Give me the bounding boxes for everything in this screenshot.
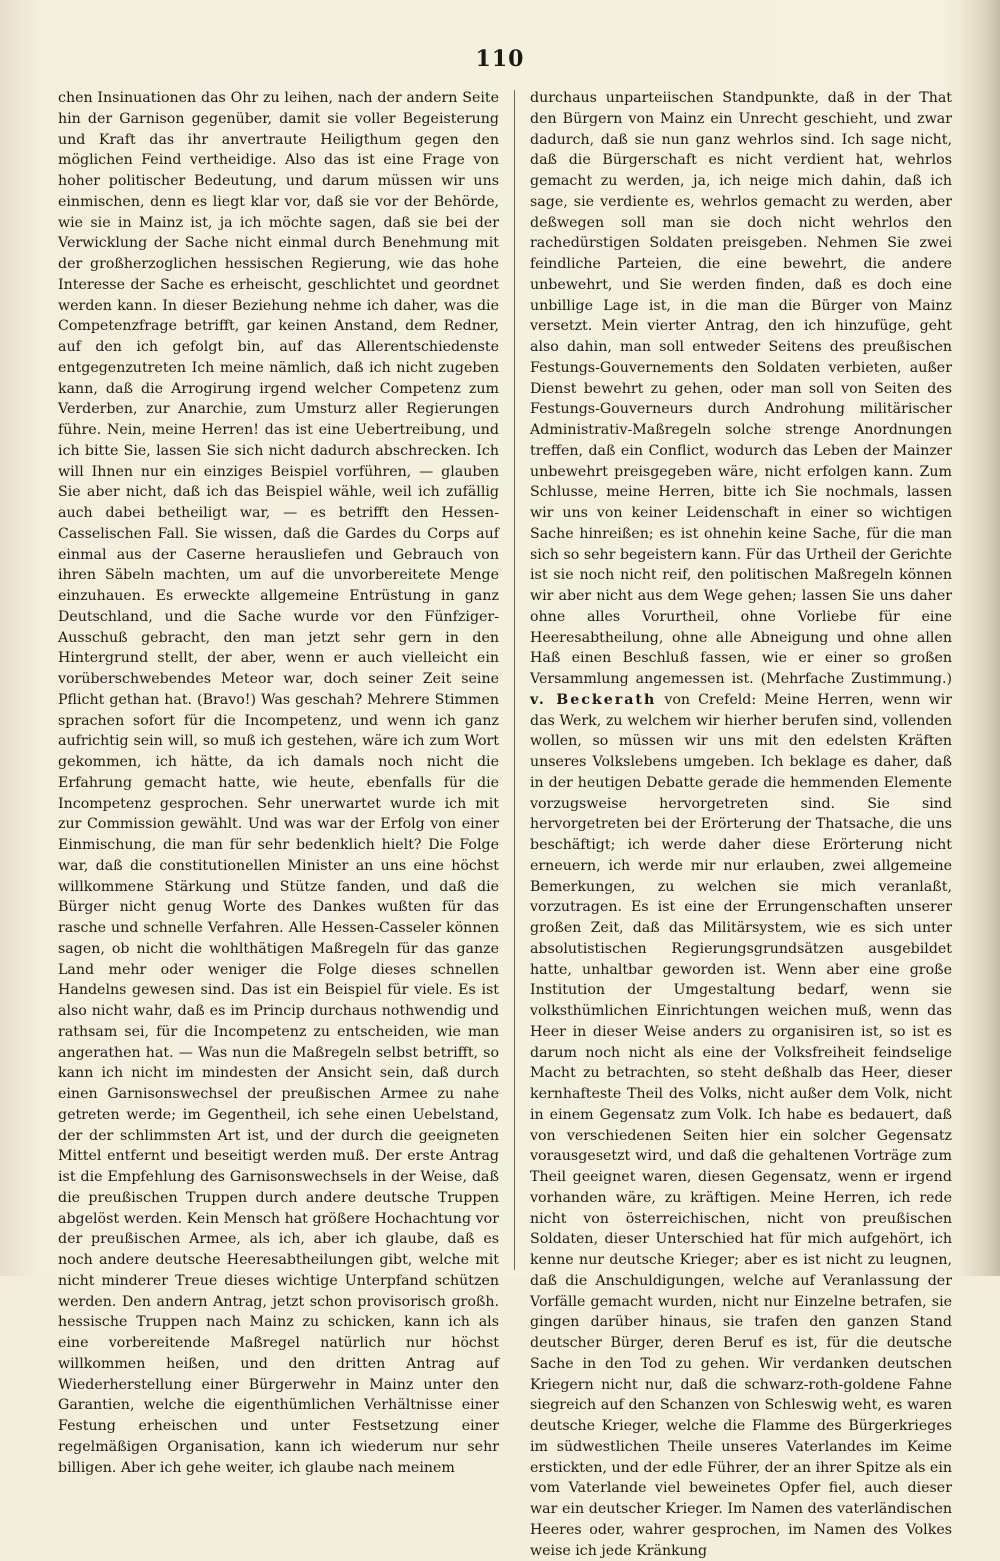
left-column bbox=[58, 88, 499, 1478]
page-binding-shadow bbox=[960, 0, 1000, 1276]
right-column bbox=[530, 88, 952, 1561]
column-divider bbox=[514, 90, 515, 1270]
speaker-name: v. Beckerath bbox=[530, 691, 657, 708]
page-number: 110 bbox=[475, 46, 525, 72]
right-column-text-part1: durchaus unparteiischen Standpunkte, daß in der That den Bürgern von Mainz ein Unrecht geschieht, und zwar dadurch, daß sie nun ganz wehrlos sind. Ich sage nicht, daß die Bürgerschaft es nicht verdient hat, wehrlos gemacht zu werden, ja, ich neige mich dahin, daß ich sage, sie verdiente es, wehrlos gemacht zu werden, aber deßwegen soll man sie doch nicht wehrlos den rachedürstigen Soldaten preisgeben. Nehmen Sie zwei feindliche Parteien, die eine bewehrt, die andere unbewehrt, und Sie werden finden, daß es doch eine unbillige Lage ist, in die man die Bürger von Mainz versetzt. Mein vierter Antrag, den ich hinzufüge, geht also dahin, man soll entweder Seitens des preußischen Festungs-Gouvernements den Soldaten verbieten, außer Dienst bewehrt zu gehen, oder man soll von Seiten des Festungs-Gouverneurs durch Androhung militärischer Administrativ-Maßregeln solche strenge Anordnungen treffen, daß ein Conflict, wodurch das Leben der Mainzer unbewehrt preisgegeben wäre, nicht erfolgen kann. Zum Schlusse, meine Herren, bitte ich Sie nochmals, lassen wir uns von keiner Leidenschaft in einer so wichtigen Sache hinreißen; es ist ohnehin keine Sache, für die man sich so sehr begeistern kann. Für das Urtheil der Gerichte ist sie noch nicht reif, den politischen Maßregeln können wir aber nicht aus dem Wege gehen; lassen Sie uns daher ohne alles Vorurtheil, ohne Vorliebe für eine Heeresabtheilung, ohne alle Abneigung und ohne allen Haß einen Beschluß fassen, wie er einer so großen Versammlung angemessen ist. (Mehrfache Zustimmung.) bbox=[530, 90, 952, 687]
left-column-text: chen Insinuationen das Ohr zu leihen, nach der andern Seite hin der Garnison gegenüber, damit sie voller Begeisterung und Kraft das ihr anvertraute Heiligthum gegen den möglichen Feind vertheidige. Also das ist eine Frage von hoher politischer Bedeutung, und darum müssen wir uns einmischen, denn es liegt klar vor, daß sie vor der Behörde, wie sie in Mainz ist, ja ich möchte sagen, daß sie bei der Verwicklung der Sache nicht einmal durch Benehmung mit der großherzoglichen hessischen Regierung, wie das hohe Interesse der Sache es erheischt, geschlichtet und geordnet werden kann. In dieser Beziehung nehme ich daher, was die Competenzfrage betrifft, gar keinen Anstand, dem Redner, auf den ich gefolgt bin, auf das Allerentschiedenste entgegenzutreten Ich meine nämlich, daß ich nicht zugeben kann, daß die Arrogirung irgend welcher Competenz zum Verderben, zur Anarchie, zum Umsturz aller Regierungen führe. Nein, meine Herren! das ist eine Uebertreibung, und ich bitte Sie, lassen Sie sich nicht dadurch abschrecken. Ich will Ihnen nur ein einziges Beispiel vorführen, — glauben Sie aber nicht, daß ich das Beispiel wähle, weil ich zufällig auch dabei betheiligt war, — es betrifft den Hessen-Casselischen Fall. Sie wissen, daß die Gardes du Corps auf einmal aus der Caserne herausliefen und Gebrauch von ihren Säbeln machten, um auf die unvorbereitete Menge einzuhauen. Es erweckte allgemeine Entrüstung in ganz Deutschland, und die Sache wurde vor den Fünfziger-Ausschuß gebracht, den man jetzt sehr gern in den Hintergrund stellt, der aber, wenn er auch vielleicht ein vorüberschwebendes Meteor war, doch seiner Zeit seine Pflicht gethan hat. (Bravo!) Was geschah? Mehrere Stimmen sprachen sofort für die Incompetenz, und wenn ich ganz aufrichtig sein will, so muß ich gestehen, wäre ich zum Wort gekommen, ich hätte, da ich damals noch nicht die Erfahrung gemacht hatte, wie heute, ebenfalls für die Incompetenz gesprochen. Sehr unerwartet wurde ich mit zur Commission gewählt. Und was war der Erfolg von einer Einmischung, die man für sehr bedenklich hielt? Die Folge war, daß die constitutionellen Minister an uns eine höchst willkommene Stärkung und Stütze fanden, und daß die Bürger nicht genug Worte des Dankes wußten für das rasche und schnelle Verfahren. Alle Hessen-Casseler können sagen, ob nicht die wohlthätigen Maßregeln für das ganze Land mehr oder weniger die Folge dieses schnellen Handelns gewesen sind. Das ist ein Beispiel für viele. Es ist also nicht wahr, daß es im Princip durchaus nothwendig und rathsam sei, für die Incompetenz zu entscheiden, wie man angerathen hat. — Was nun die Maßregeln selbst betrifft, so kann ich nicht im mindesten der Ansicht sein, daß durch einen Garnisonswechsel der preußischen Armee zu nahe getreten werde; im Gegentheil, ich sehe einen Uebelstand, der der schlimmsten Art ist, und der durch die geeigneten Mittel entfernt und beseitigt werden muß. Der erste Antrag ist die Empfehlung des Garnisonswechsels in der Weise, daß die preußischen Truppen durch andere deutsche Truppen abgelöst werden. Kein Mensch hat größere Hochachtung vor der preußischen Armee, als ich, aber ich glaube, daß es noch andere deutsche Heeresabtheilungen gibt, welche mit nicht minderer Treue dieses wichtige Unterpfand schützen werden. Den andern Antrag, jetzt schon provisorisch großh. hessische Truppen nach Mainz zu schicken, kann ich als eine vorbereitende Maßregel natürlich nur höchst willkommen heißen, und den dritten Antrag auf Wiederherstellung einer Bürgerwehr in Mainz unter den Garantien, welche die eigenthümlichen Verhältnisse einer Festung erheischen und unter Festsetzung einer regelmäßigen Organisation, kann ich wiederum nur sehr billigen. Aber ich gehe weiter, ich glaube nach meinem bbox=[58, 90, 499, 1476]
right-column-text-part2: von Crefeld: Meine Herren, wenn wir das Werk, zu welchem wir hierher berufen sind, vollenden wollen, so müssen wir uns mit den edelsten Kräften unseres Volkslebens umgeben. Ich beklage es daher, daß in der heutigen Debatte gerade die hemmenden Elemente vorzugsweise hervorgetreten sind. Sie sind hervorgetreten bei der Erörterung der Thatsache, die uns beschäftigt; ich werde daher diese Erörterung nicht erneuern, ich werde mir nur erlauben, zwei allgemeine Bemerkungen, zu welchen sie mich veranlaßt, vorzutragen. Es ist eine der Errungenschaften unserer großen Zeit, daß das Militärsystem, wie es sich unter absolutistischen Regierungsgrundsätzen ausgebildet hatte, unhaltbar geworden ist. Wenn aber eine große Institution der Umgestaltung bedarf, wenn sie volksthümlichen Einrichtungen weichen muß, wenn das Heer in dieser Weise anders zu organisiren ist, so ist es darum noch nicht als eine der Volksfreiheit feindselige Macht zu betrachten, so steht deßhalb das Heer, dieser kernhafteste Theil des Volks, nicht außer dem Volk, nicht in einem Gegensatz zum Volk. Ich habe es bedauert, daß von verschiedenen Seiten hier ein solcher Gegensatz vorausgesetzt wird, und daß die gehaltenen Vorträge zum Theil geeignet waren, diesen Gegensatz, wenn er irgend vorhanden wäre, zu kräftigen. Meine Herren, ich rede nicht von österreichischen, nicht von preußischen Soldaten, dieser Unterschied hat für mich aufgehört, ich kenne nur deutsche Krieger; aber es ist nicht zu leugnen, daß die Anschuldigungen, welche auf Veranlassung der Vorfälle gemacht wurden, nicht nur Einzelne betrafen, sie gingen darüber hinaus, sie trafen den ganzen Stand deutscher Bürger, deren Beruf es ist, für die deutsche Sache in den Tod zu gehen. Wir verdanken deutschen Kriegern nicht nur, daß die schwarz-roth-goldene Fahne siegreich auf den Schanzen von Schleswig weht, es waren deutsche Krieger, welche die Flamme des Bürgerkrieges im südwestlichen Theile unseres Vaterlandes im Keime erstickten, und der edle Führer, der an ihrer Spitze als ein vom Vaterlande viel beweinetes Opfer fiel, auch dieser war ein deutscher Krieger. Im Namen des vaterländischen Heeres oder, wahrer gesprochen, im Namen des Volkes weise ich jede Kränkung bbox=[530, 691, 952, 1559]
right-column-text bbox=[530, 88, 952, 1561]
